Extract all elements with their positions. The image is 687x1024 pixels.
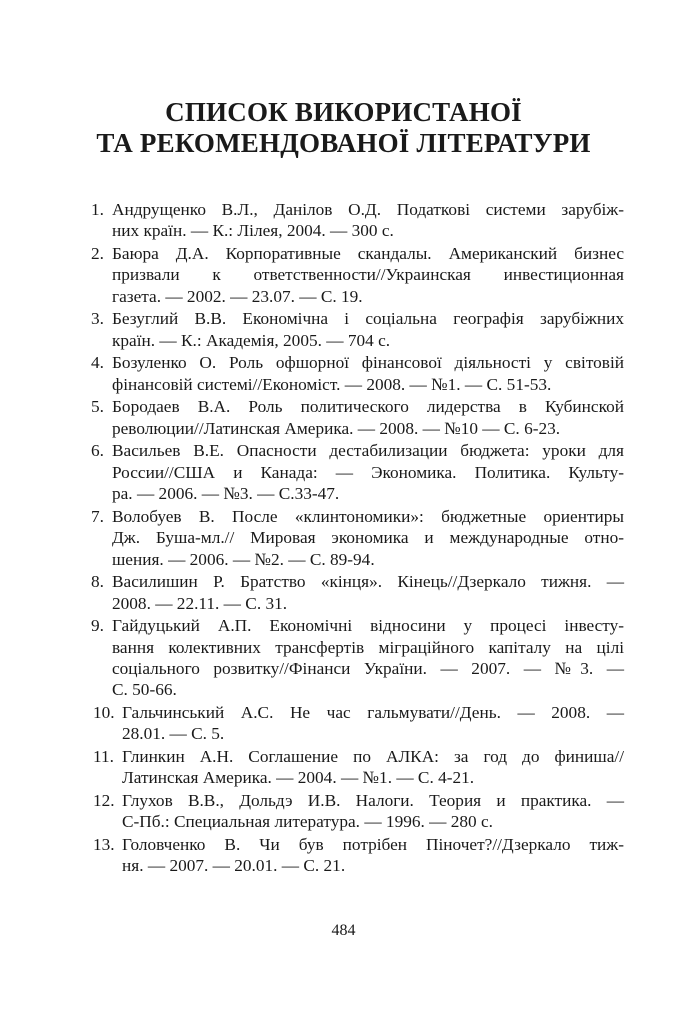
reference-item (92, 615, 624, 701)
reference-item (92, 308, 624, 351)
reference-text-line: соціального розвитку//Фінанси України. — 2007. — №3. — (112, 659, 624, 679)
reference-number: 7. (91, 506, 104, 526)
reference-item (92, 396, 624, 439)
reference-text-line: 2008. — 22.11. — С. 31. (112, 593, 288, 613)
reference-item (92, 440, 624, 504)
reference-item (92, 352, 624, 395)
reference-item (92, 571, 624, 614)
reference-text-line: Дж. Буша-мл.// Мировая экономика и международные отно- (112, 528, 624, 548)
reference-list (92, 199, 624, 878)
reference-text-line: Андрущенко В.Л., Данілов О.Д. Податкові системи зарубіж- (112, 200, 624, 219)
reference-text-line: вання колективних трансфертів міграційного капіталу на цілі (112, 637, 624, 657)
reference-text-line: ра. — 2006. — №3. — С.33-47. (112, 484, 340, 504)
reference-item (92, 790, 624, 833)
reference-number: 12. (93, 791, 115, 811)
reference-number: 5. (91, 397, 104, 417)
reference-text-line: них країн. — К.: Лілея, 2004. — 300 с. (112, 221, 394, 241)
reference-text-line: Баюра Д.А. Корпоративные скандалы. Американский бизнес (112, 244, 624, 263)
reference-item (92, 506, 624, 570)
reference-number: 11. (93, 747, 114, 767)
reference-text-line: С-Пб.: Специальная литература. — 1996. — 280 с. (122, 812, 493, 832)
reference-number: 6. (91, 441, 104, 461)
reference-text-line: Латинская Америка. — 2004. — №1. — С. 4-21. (122, 768, 475, 788)
reference-text-line: ня. — 2007. — 20.01. — С. 21. (122, 856, 346, 876)
title-line-2: ТА РЕКОМЕНДОВАНОЇ ЛІТЕРАТУРИ (96, 128, 591, 158)
reference-text-line: революции//Латинская Америка. — 2008. — №10 — С. 6-23. (112, 418, 561, 438)
reference-text-line: Безуглий В.В. Економічна і соціальна географія зарубіжних (112, 309, 624, 329)
reference-item (92, 702, 624, 745)
reference-text-line: С. 50-66. (112, 680, 177, 700)
reference-text-line: Глухов В.В., Дольдэ И.В. Налоги. Теория и практика. — (122, 791, 624, 811)
title-line-1: СПИСОК ВИКОРИСТАНОЇ (165, 97, 522, 127)
reference-number: 1. (91, 200, 104, 219)
reference-text-line: газета. — 2002. — 23.07. — С. 19. (112, 286, 363, 306)
reference-text-line: Васильев В.Е. Опасности дестабилизации бюджета: уроки для (112, 441, 624, 461)
reference-text-line: шения. — 2006. — №2. — С. 89-94. (112, 549, 375, 569)
page-title (0, 97, 687, 159)
reference-text-line: Гайдуцький А.П. Економічні відносини у процесі інвесту- (112, 616, 624, 636)
reference-item (92, 746, 624, 789)
reference-text-line: Гальчинський А.С. Не час гальмувати//День. — 2008. — (122, 703, 624, 723)
page-number: 484 (331, 922, 356, 939)
reference-item (92, 199, 624, 242)
reference-text-line: Бородаев В.А. Роль политического лидерства в Кубинской (112, 397, 624, 417)
reference-number: 13. (93, 835, 115, 855)
reference-number: 8. (91, 572, 104, 592)
reference-item (92, 834, 624, 877)
reference-text-line: Волобуев В. После «клинтономики»: бюджетные ориентиры (112, 506, 624, 526)
reference-number: 10. (93, 703, 115, 723)
reference-text-line: России//США и Канада: — Экономика. Политика. Культу- (112, 462, 624, 482)
reference-number: 2. (91, 244, 104, 263)
reference-item (92, 243, 624, 307)
reference-text-line: Головченко В. Чи був потрібен Піночет?//Дзеркало тиж- (122, 835, 624, 855)
reference-text-line: Глинкин А.Н. Соглашение по АЛКА: за год до финиша// (122, 747, 624, 767)
reference-number: 9. (91, 616, 104, 636)
reference-number: 3. (91, 309, 104, 329)
reference-text-line: Бозуленко О. Роль офшорної фінансової діяльності у світовій (112, 353, 624, 373)
reference-text-line: 28.01. — С. 5. (122, 724, 225, 744)
reference-number: 4. (91, 353, 104, 373)
reference-text-line: призвали к ответственности//Украинская инвестиционная (112, 265, 624, 285)
reference-text-line: фінансовій системі//Економіст. — 2008. — №1. — С. 51-53. (112, 374, 552, 394)
reference-text-line: країн. — К.: Академія, 2005. — 704 с. (112, 330, 391, 350)
reference-text-line: Василишин Р. Братство «кінця». Кінець//Дзеркало тижня. — (112, 572, 624, 592)
